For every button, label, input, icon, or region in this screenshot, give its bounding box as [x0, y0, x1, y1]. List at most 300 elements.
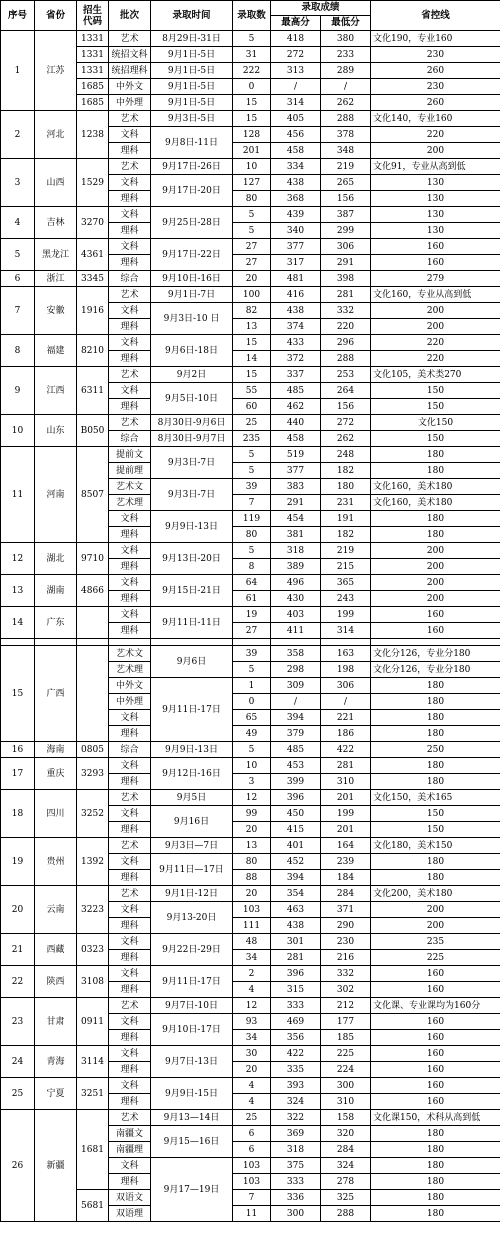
- table-row: [1, 207, 500, 223]
- cell-seq: 12: [1, 543, 35, 575]
- cell-line: 160: [371, 623, 500, 639]
- cell-line: 250: [371, 742, 500, 758]
- cell-count: 5: [233, 463, 271, 479]
- cell-low: 422: [321, 742, 371, 758]
- cell-province: 湖南: [35, 575, 77, 607]
- cell-count: 5: [233, 207, 271, 223]
- cell-batch: 理科: [109, 399, 151, 415]
- cell-code: 1238: [77, 111, 109, 159]
- cell-count: 80: [233, 527, 271, 543]
- cell-seq: 24: [1, 1046, 35, 1078]
- cell-high: 456: [271, 127, 321, 143]
- cell-count: 5: [233, 223, 271, 239]
- cell-province: 江西: [35, 367, 77, 415]
- cell-line: 220: [371, 351, 500, 367]
- cell-batch: 统招理科: [109, 63, 151, 79]
- cell-count: 201: [233, 143, 271, 159]
- cell-high: 375: [271, 1158, 321, 1174]
- cell-code: 1681: [77, 1110, 109, 1190]
- header-time: 录取时间: [151, 1, 233, 31]
- cell-low: 239: [321, 854, 371, 870]
- cell-high: 298: [271, 662, 321, 678]
- cell-time: 9月5日-10日: [151, 383, 233, 415]
- cell-batch: 文科: [109, 575, 151, 591]
- cell-batch: 理科: [109, 143, 151, 159]
- cell-high: 374: [271, 319, 321, 335]
- cell-line: 225: [371, 950, 500, 966]
- cell-seq: 21: [1, 934, 35, 966]
- cell-line: 260: [371, 63, 500, 79]
- cell-count: 5: [233, 31, 271, 47]
- cell-high: 356: [271, 1030, 321, 1046]
- cell-batch: 综合: [109, 742, 151, 758]
- cell-low: 281: [321, 287, 371, 303]
- table-row: [1, 966, 500, 982]
- cell-batch: 文科: [109, 902, 151, 918]
- cell-count: 15: [233, 111, 271, 127]
- cell-low: 215: [321, 559, 371, 575]
- cell-province: 吉林: [35, 207, 77, 239]
- cell-high: 334: [271, 159, 321, 175]
- cell-province: 福建: [35, 335, 77, 367]
- cell-low: 253: [321, 367, 371, 383]
- cell-line: 160: [371, 1094, 500, 1110]
- cell-count: 27: [233, 239, 271, 255]
- cell-high: 291: [271, 495, 321, 511]
- cell-high: 399: [271, 774, 321, 790]
- cell-seq: 9: [1, 367, 35, 415]
- cell-line: 200: [371, 143, 500, 159]
- cell-line: 文化160，美术180: [371, 479, 500, 495]
- table-row: [1, 758, 500, 774]
- table-row: [1, 31, 500, 47]
- cell-low: 288: [321, 351, 371, 367]
- cell-province: 重庆: [35, 758, 77, 790]
- cell-count: 127: [233, 175, 271, 191]
- cell-low: 185: [321, 1030, 371, 1046]
- cell-batch: 艺术: [109, 31, 151, 47]
- table-row: [1, 239, 500, 255]
- cell-count: 48: [233, 934, 271, 950]
- cell-low: 221: [321, 710, 371, 726]
- header-batch: 批次: [109, 1, 151, 31]
- cell-line: 文化150，美术165: [371, 790, 500, 806]
- cell-low: 243: [321, 591, 371, 607]
- cell-high: 439: [271, 207, 321, 223]
- cell-province: 新疆: [35, 1110, 77, 1222]
- cell-count: 5: [233, 662, 271, 678]
- cell-line: 160: [371, 1046, 500, 1062]
- cell-line: 文化160，专业从高到低: [371, 287, 500, 303]
- cell-time: 9月11日-17日: [151, 966, 233, 998]
- cell-time: 9月3日-5日: [151, 111, 233, 127]
- cell-line: 150: [371, 806, 500, 822]
- cell-count: 27: [233, 623, 271, 639]
- cell-seq: 22: [1, 966, 35, 998]
- table-row: [1, 1078, 500, 1094]
- cell-count: 12: [233, 790, 271, 806]
- cell-high: 333: [271, 998, 321, 1014]
- cell-province: 湖北: [35, 543, 77, 575]
- cell-line: 230: [371, 47, 500, 63]
- cell-seq: 16: [1, 742, 35, 758]
- cell-province: 山西: [35, 159, 77, 207]
- cell-high: 281: [271, 950, 321, 966]
- cell-batch: 综合: [109, 271, 151, 287]
- cell-line: 文化分126，专业分180: [371, 646, 500, 662]
- cell-line: 200: [371, 575, 500, 591]
- cell-batch: 理科: [109, 623, 151, 639]
- cell-line: 文化分126，专业分180: [371, 662, 500, 678]
- cell-low: 198: [321, 662, 371, 678]
- header-code-text: 招生 代码: [82, 4, 102, 27]
- cell-line: 文化150: [371, 415, 500, 431]
- cell-high: 379: [271, 726, 321, 742]
- table-row: [1, 543, 500, 559]
- cell-high: 430: [271, 591, 321, 607]
- cell-high: 396: [271, 966, 321, 982]
- cell-time: 9月1日-5日: [151, 47, 233, 63]
- cell-count: 34: [233, 950, 271, 966]
- cell-time: 9月6日-18日: [151, 335, 233, 367]
- cell-province: 河南: [35, 447, 77, 543]
- cell-high: 301: [271, 934, 321, 950]
- cell-high: 322: [271, 1110, 321, 1126]
- cell-batch: 文科: [109, 806, 151, 822]
- table-row: [1, 415, 500, 431]
- cell-line: 160: [371, 982, 500, 998]
- header-count: 录取数: [233, 1, 271, 31]
- cell-time: 9月3日—7日: [151, 838, 233, 854]
- cell-low: 156: [321, 399, 371, 415]
- cell-batch: 艺术文: [109, 646, 151, 662]
- cell-batch: 中外理: [109, 95, 151, 111]
- cell-count: 25: [233, 415, 271, 431]
- cell-code: 3114: [77, 1046, 109, 1078]
- cell-count: 222: [233, 63, 271, 79]
- cell-batch: 文科: [109, 758, 151, 774]
- table-row: [1, 287, 500, 303]
- cell-count: 61: [233, 591, 271, 607]
- cell-batch: 统招文科: [109, 47, 151, 63]
- cell-seq: 15: [1, 646, 35, 742]
- table-row: [1, 998, 500, 1014]
- cell-low: 265: [321, 175, 371, 191]
- cell-code: 6311: [77, 367, 109, 415]
- cell-seq: [1, 639, 35, 646]
- cell-time: 9月17日-20日: [151, 175, 233, 207]
- cell-batch: 艺术: [109, 287, 151, 303]
- cell-line: 160: [371, 255, 500, 271]
- cell-code: 0911: [77, 998, 109, 1046]
- cell-batch: 理科: [109, 223, 151, 239]
- cell-time: 9月22日-29日: [151, 934, 233, 966]
- cell-high: 383: [271, 479, 321, 495]
- cell-line: 130: [371, 207, 500, 223]
- table-row: [1, 742, 500, 758]
- cell-batch: 理科: [109, 726, 151, 742]
- cell-time: 9月7日-13日: [151, 1046, 233, 1078]
- cell-line: 230: [371, 79, 500, 95]
- cell-count: 13: [233, 319, 271, 335]
- cell-low: 290: [321, 918, 371, 934]
- cell-low: /: [321, 79, 371, 95]
- header-high: 最高分: [271, 16, 321, 31]
- cell-province: 山东: [35, 415, 77, 447]
- cell-batch: 双语理: [109, 1206, 151, 1222]
- cell-batch: 文科: [109, 1014, 151, 1030]
- cell-low: 306: [321, 678, 371, 694]
- cell-low: 224: [321, 1062, 371, 1078]
- cell-code: 0323: [77, 934, 109, 966]
- cell-high: 317: [271, 255, 321, 271]
- cell-seq: 2: [1, 111, 35, 159]
- cell-count: 39: [233, 479, 271, 495]
- cell-code: 1331: [77, 47, 109, 63]
- cell-code: 1529: [77, 159, 109, 207]
- cell-count: 5: [233, 742, 271, 758]
- cell-code: 1392: [77, 838, 109, 886]
- cell-count: 13: [233, 838, 271, 854]
- cell-count: 19: [233, 607, 271, 623]
- cell-batch: 理科: [109, 950, 151, 966]
- cell-batch: 文科: [109, 934, 151, 950]
- cell-count: 34: [233, 1030, 271, 1046]
- cell-low: 248: [321, 447, 371, 463]
- cell-high: 318: [271, 1142, 321, 1158]
- cell-code: 1685: [77, 95, 109, 111]
- cell-count: 20: [233, 822, 271, 838]
- cell-count: 6: [233, 1142, 271, 1158]
- cell-code: 5681: [77, 1190, 109, 1222]
- cell-line: 200: [371, 902, 500, 918]
- cell-time: 9月8日-11日: [151, 127, 233, 159]
- cell-line: 180: [371, 854, 500, 870]
- cell-high: 458: [271, 431, 321, 447]
- cell-high: 377: [271, 239, 321, 255]
- cell-seq: 19: [1, 838, 35, 886]
- cell-batch: 综合: [109, 431, 151, 447]
- cell-line: 200: [371, 918, 500, 934]
- cell-time: 9月9日-15日: [151, 1078, 233, 1110]
- cell-line: 文化140，专业160: [371, 111, 500, 127]
- cell-batch: 理科: [109, 559, 151, 575]
- table-row: [1, 886, 500, 902]
- cell-time: 9月13-20日: [151, 902, 233, 934]
- cell-code: B050: [77, 415, 109, 447]
- cell-batch: 文科: [109, 175, 151, 191]
- table-row: [1, 646, 500, 662]
- cell-province: [35, 639, 77, 646]
- table-row: [1, 607, 500, 623]
- cell-count: 20: [233, 271, 271, 287]
- cell-code: 3293: [77, 758, 109, 790]
- cell-code: 1685: [77, 79, 109, 95]
- cell-code: 3108: [77, 966, 109, 998]
- cell-time: 9月3日-7日: [151, 447, 233, 479]
- cell-batch: 艺术: [109, 886, 151, 902]
- cell-low: 325: [321, 1190, 371, 1206]
- cell-province: 西藏: [35, 934, 77, 966]
- cell-low: 365: [321, 575, 371, 591]
- cell-time: 9月2日: [151, 367, 233, 383]
- cell-time: 9月13—14日: [151, 1110, 233, 1126]
- cell-line: 235: [371, 934, 500, 950]
- cell-line: 220: [371, 127, 500, 143]
- cell-count: 6: [233, 1126, 271, 1142]
- cell-time: 9月9日-13日: [151, 511, 233, 543]
- cell-high: 438: [271, 175, 321, 191]
- cell-province: 黑龙江: [35, 239, 77, 271]
- cell-low: 281: [321, 758, 371, 774]
- cell-line: 文化160，美术180: [371, 495, 500, 511]
- cell-batch: 文科: [109, 383, 151, 399]
- cell-line: 260: [371, 95, 500, 111]
- cell-batch: 文科: [109, 303, 151, 319]
- cell-count: 4: [233, 982, 271, 998]
- cell-batch: 理科: [109, 1174, 151, 1190]
- cell-low: 278: [321, 1174, 371, 1190]
- cell-low: 398: [321, 271, 371, 287]
- cell-count: 0: [233, 79, 271, 95]
- cell-line: 文化180，美术150: [371, 838, 500, 854]
- cell-code: 3345: [77, 271, 109, 287]
- cell-low: 306: [321, 239, 371, 255]
- cell-count: 11: [233, 1206, 271, 1222]
- cell-time: 9月17日-26日: [151, 159, 233, 175]
- cell-count: 20: [233, 886, 271, 902]
- cell-count: 31: [233, 47, 271, 63]
- cell-line: 文化200，美术180: [371, 886, 500, 902]
- cell-high: 340: [271, 223, 321, 239]
- cell-count: 15: [233, 95, 271, 111]
- cell-province: 四川: [35, 790, 77, 838]
- cell-time: [151, 639, 233, 646]
- cell-line: 180: [371, 527, 500, 543]
- cell-high: 315: [271, 982, 321, 998]
- cell-province: 广东: [35, 607, 77, 639]
- cell-count: 119: [233, 511, 271, 527]
- cell-count: 14: [233, 351, 271, 367]
- cell-low: 219: [321, 159, 371, 175]
- cell-count: 15: [233, 335, 271, 351]
- cell-batch: 中外文: [109, 678, 151, 694]
- cell-low: 156: [321, 191, 371, 207]
- cell-code: 8210: [77, 335, 109, 367]
- table-row: [1, 838, 500, 854]
- cell-line: 160: [371, 607, 500, 623]
- cell-seq: 20: [1, 886, 35, 934]
- cell-high: 300: [271, 1206, 321, 1222]
- cell-count: 3: [233, 774, 271, 790]
- table-body: [1, 31, 500, 1222]
- cell-code: [77, 607, 109, 639]
- cell-line: 160: [371, 1030, 500, 1046]
- cell-seq: 3: [1, 159, 35, 207]
- cell-count: 103: [233, 1158, 271, 1174]
- cell-line: [371, 639, 500, 646]
- cell-high: 336: [271, 1190, 321, 1206]
- cell-time: 9月3日-7日: [151, 479, 233, 511]
- table-row: [1, 639, 500, 646]
- cell-line: 200: [371, 319, 500, 335]
- cell-batch: [109, 639, 151, 646]
- cell-batch: 文科: [109, 966, 151, 982]
- cell-line: 180: [371, 511, 500, 527]
- cell-high: 354: [271, 886, 321, 902]
- cell-low: 288: [321, 1206, 371, 1222]
- cell-high: 381: [271, 527, 321, 543]
- cell-code: 8507: [77, 447, 109, 543]
- cell-batch: 艺术理: [109, 662, 151, 678]
- cell-seq: 26: [1, 1110, 35, 1222]
- cell-time: 9月16日: [151, 806, 233, 838]
- cell-code: 9710: [77, 543, 109, 575]
- cell-low: 289: [321, 63, 371, 79]
- cell-line: 180: [371, 710, 500, 726]
- cell-low: 332: [321, 303, 371, 319]
- cell-count: 80: [233, 191, 271, 207]
- cell-line: 文化105，美术类270: [371, 367, 500, 383]
- cell-count: [233, 639, 271, 646]
- cell-line: 180: [371, 694, 500, 710]
- cell-count: 27: [233, 255, 271, 271]
- cell-low: 291: [321, 255, 371, 271]
- cell-seq: 4: [1, 207, 35, 239]
- table-row: [1, 790, 500, 806]
- cell-low: 186: [321, 726, 371, 742]
- cell-line: 180: [371, 1206, 500, 1222]
- cell-count: 5: [233, 543, 271, 559]
- cell-line: 180: [371, 1190, 500, 1206]
- cell-high: 369: [271, 1126, 321, 1142]
- cell-time: 9月11日—17日: [151, 854, 233, 886]
- cell-code: 3223: [77, 886, 109, 934]
- cell-high: 519: [271, 447, 321, 463]
- cell-code: [77, 639, 109, 646]
- cell-high: 393: [271, 1078, 321, 1094]
- cell-seq: 18: [1, 790, 35, 838]
- cell-low: 230: [321, 934, 371, 950]
- cell-count: 8: [233, 559, 271, 575]
- cell-seq: 7: [1, 287, 35, 335]
- cell-code: 3270: [77, 207, 109, 239]
- cell-count: 39: [233, 646, 271, 662]
- table-row: [1, 271, 500, 287]
- cell-low: 288: [321, 111, 371, 127]
- cell-high: 454: [271, 511, 321, 527]
- cell-high: 469: [271, 1014, 321, 1030]
- cell-batch: 文科: [109, 1078, 151, 1094]
- cell-batch: 理科: [109, 1094, 151, 1110]
- cell-line: 180: [371, 870, 500, 886]
- header-seq: 序号: [1, 1, 35, 31]
- table-row: [1, 335, 500, 351]
- cell-seq: 14: [1, 607, 35, 639]
- cell-low: 302: [321, 982, 371, 998]
- cell-low: 199: [321, 607, 371, 623]
- cell-low: 284: [321, 886, 371, 902]
- cell-low: 158: [321, 1110, 371, 1126]
- cell-line: 150: [371, 383, 500, 399]
- cell-time: 9月5日: [151, 790, 233, 806]
- cell-batch: 艺术: [109, 159, 151, 175]
- cell-count: 100: [233, 287, 271, 303]
- cell-code: 3252: [77, 790, 109, 838]
- cell-count: 103: [233, 902, 271, 918]
- cell-line: 文化课150，术科从高到低: [371, 1110, 500, 1126]
- cell-batch: 艺术: [109, 790, 151, 806]
